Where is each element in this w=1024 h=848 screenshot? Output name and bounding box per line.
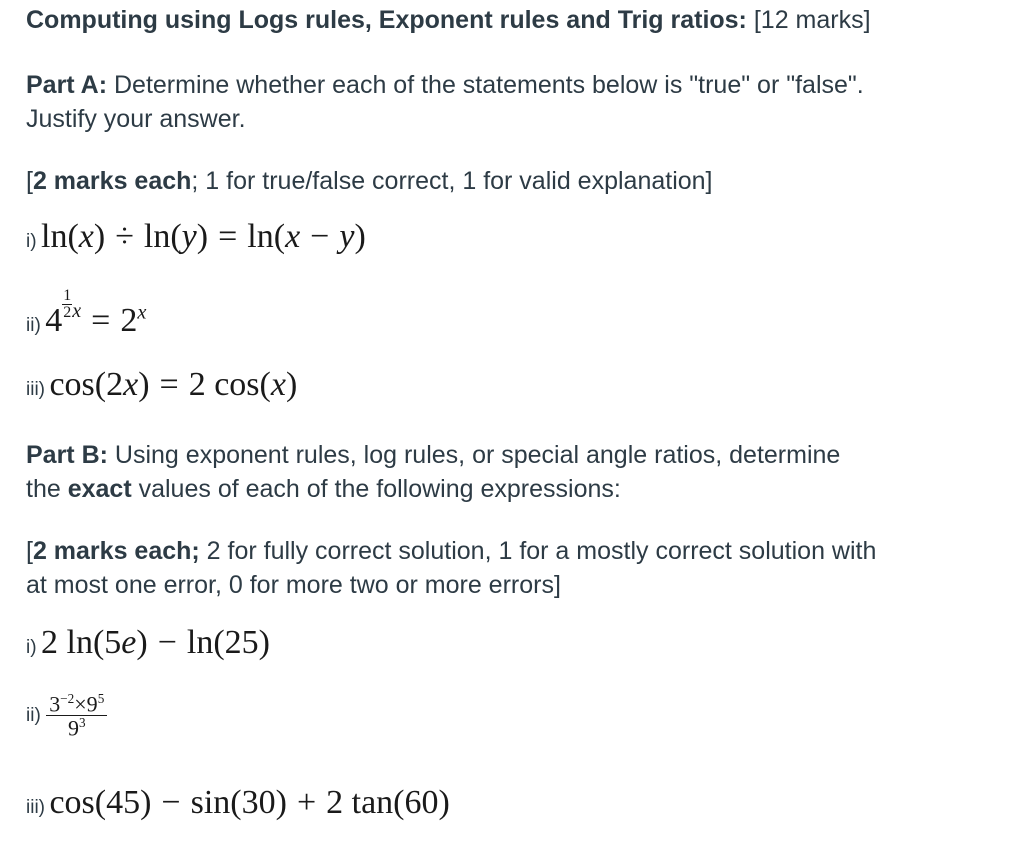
- part-a-instruction: [26, 68, 864, 102]
- part-a-marks-bold: 2 marks each: [32, 167, 192, 195]
- worksheet-title: [26, 6, 871, 35]
- part-b-marks-scheme: [26, 534, 876, 568]
- part-b-instruction: [26, 438, 840, 472]
- item-label: ii): [26, 315, 41, 336]
- item-label: iii): [26, 379, 45, 400]
- math-expression: $\frac{3^{-2}\times 9^5}{9^3}$: [45, 701, 108, 726]
- item-label: ii): [26, 704, 41, 726]
- part-a-item-1: [26, 218, 366, 256]
- part-a-marks-scheme: [26, 164, 713, 198]
- part-a-marks-open: [: [26, 167, 33, 195]
- part-a-marks-rest: ; 1 for true/false correct, 1 for valid explanation]: [191, 167, 713, 195]
- item-label: i): [26, 231, 37, 252]
- title-text: Computing using Logs rules, Exponent rules and Trig ratios:: [26, 6, 747, 34]
- part-b-label: Part B:: [26, 441, 108, 469]
- part-b-item-2: [26, 692, 108, 740]
- part-a-label: Part A:: [26, 71, 108, 99]
- math-expression: 2 ln(5e) − ln(25): [41, 624, 270, 661]
- part-b-exact: exact: [67, 475, 132, 503]
- part-b-item-3: [26, 784, 450, 822]
- part-b-marks-scheme-line-2: at most one error, 0 for more two or more errors]: [26, 571, 561, 599]
- item-label: iii): [26, 797, 45, 818]
- part-b-marks-open: [: [26, 537, 33, 565]
- item-label: i): [26, 637, 37, 658]
- part-b-text: values of each of the following expressions:: [131, 475, 621, 503]
- part-b-marks-rest: 2 for fully correct solution, 1 for a mostly correct solution with: [199, 537, 877, 565]
- part-a-instruction-line-2: Justify your answer.: [26, 105, 246, 133]
- math-expression: 4 $\frac{1}{2}$ $^x = 2^x$: [45, 287, 147, 339]
- math-expression: cos(2x) = 2 cos(x): [49, 366, 298, 403]
- part-b-text: the: [26, 475, 68, 503]
- math-expression: cos(45) − sin(30) + 2 tan(60): [49, 784, 450, 821]
- math-expression: ln(x) ÷ ln(y) = ln(x − y): [41, 218, 366, 255]
- part-b-marks-bold: 2 marks each;: [32, 537, 200, 565]
- part-a-item-2: [26, 288, 146, 340]
- part-b-item-1: [26, 624, 270, 662]
- part-b-instruction-line-1: Using exponent rules, log rules, or special angle ratios, determine: [114, 441, 841, 469]
- part-b-instruction-line-2: [26, 472, 621, 506]
- part-a-item-3: [26, 366, 297, 404]
- title-marks: [12 marks]: [753, 6, 871, 34]
- part-a-instruction-line-1: Determine whether each of the statements below is "true" or "false".: [113, 71, 864, 99]
